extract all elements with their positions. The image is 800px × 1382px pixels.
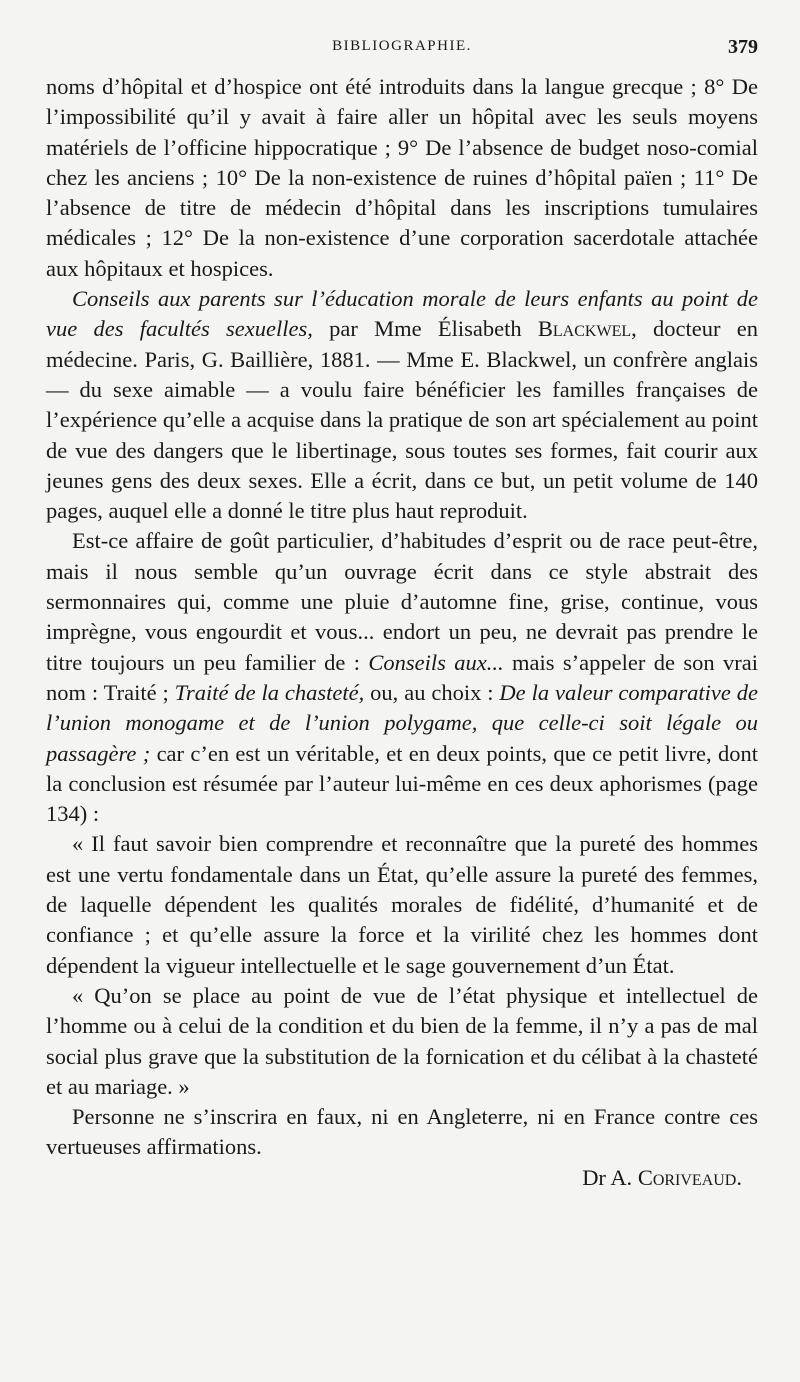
body-text: [46, 72, 758, 1193]
book-by: par Mme Élisabeth: [312, 316, 538, 342]
signature: [46, 1163, 758, 1193]
book-title: Conseils aux parents sur l’éducation morale de leurs enfants au point de vue des facultés sexuelles,: [46, 286, 758, 342]
paragraph-book-review: [46, 284, 758, 526]
critique-part-6: De la valeur comparative de l’union monogame et de l’union polygame, que celle-ci soit légale ou passagère ;: [46, 679, 758, 766]
running-head: [46, 36, 758, 60]
book-author: Blackwel: [537, 316, 632, 342]
paragraph-aphorism-1: « Il faut savoir bien comprendre et reconnaître que la pureté des hommes est une vertu fondamentale dans un État, qu’elle assure la pureté des femmes, de laquelle dépendent les qualités morales de fidélité, d’humanité et de confiance ; et qu’elle assure la force et la virilité chez les hommes dont dépendent la vigueur intellectuelle et le sage gouvernement d’un État.: [46, 831, 758, 978]
paragraph-critique: [46, 526, 758, 829]
running-title: BIBLIOGRAPHIE.: [332, 38, 472, 54]
paragraph-conclusion: Personne ne s’inscrira en faux, ni en Angleterre, ni en France contre ces vertueuses affirmations.: [46, 1104, 758, 1160]
page-number: 379: [728, 36, 758, 58]
critique-part-7: car c’en est un véritable, et en deux points, que ce petit livre, dont la conclusion est résumée par l’auteur lui-même en ces deux aphorismes (page 134) :: [46, 740, 758, 827]
signature-prefix: Dr A.: [582, 1164, 638, 1190]
critique-part-4: Traité de la chasteté,: [174, 679, 365, 705]
critique-part-2: Conseils aux...: [368, 649, 504, 675]
paragraph-hospital-list: noms d’hôpital et d’hospice ont été introduits dans la langue grecque ; 8° De l’impossibilité qu’il y avait à faire aller un hôpital avec les seuls moyens matériels de l’officine hippocratique ; 9° De l’absence de budget noso-comial chez les anciens ; 10° De la non-existence de ruines d’hôpital païen ; 11° De l’absence de titre de médecin d’hôpital dans les inscriptions tumulaires médicales ; 12° De la non-existence d’une corporation sacerdotale attachée aux hôpitaux et hospices.: [46, 74, 758, 281]
book-review-text: , docteur en médecine. Paris, G. Baillière, 1881. — Mme E. Blackwel, un confrère anglais — du sexe aimable — a voulu faire bénéficier les familles françaises de l’expérience qu’elle a acquise dans la pratique de son art spécialement au point de vue des dangers que le libertinage, sous toutes ses formes, fait courir aux jeunes gens des deux sexes. Elle a écrit, dans ce but, un petit volume de 140 pages, auquel elle a donné le titre plus haut reproduit.: [46, 316, 758, 524]
signature-name: Coriveaud.: [637, 1164, 742, 1190]
critique-part-1: Est-ce affaire de goût particulier, d’habitudes d’esprit ou de race peut-être, mais il nous semble qu’un ouvrage écrit dans ce style abstrait des sermonnaires qui, comme une pluie d’automne fine, grise, continue, vous imprègne, vous engourdit et vous... endort un peu, ne devrait pas prendre le titre toujours un peu familier de :: [46, 528, 758, 675]
critique-part-5: ou, au choix :: [364, 679, 500, 705]
paragraph-aphorism-2: « Qu’on se place au point de vue de l’état physique et intellectuel de l’homme ou à celui de la condition et du bien de la femme, il n’y a pas de mal social plus grave que la substitution de la fornication et du célibat à la chasteté et au mariage. »: [46, 982, 758, 1099]
critique-part-3: mais s’appeler de son vrai nom : Traité ;: [46, 649, 759, 705]
